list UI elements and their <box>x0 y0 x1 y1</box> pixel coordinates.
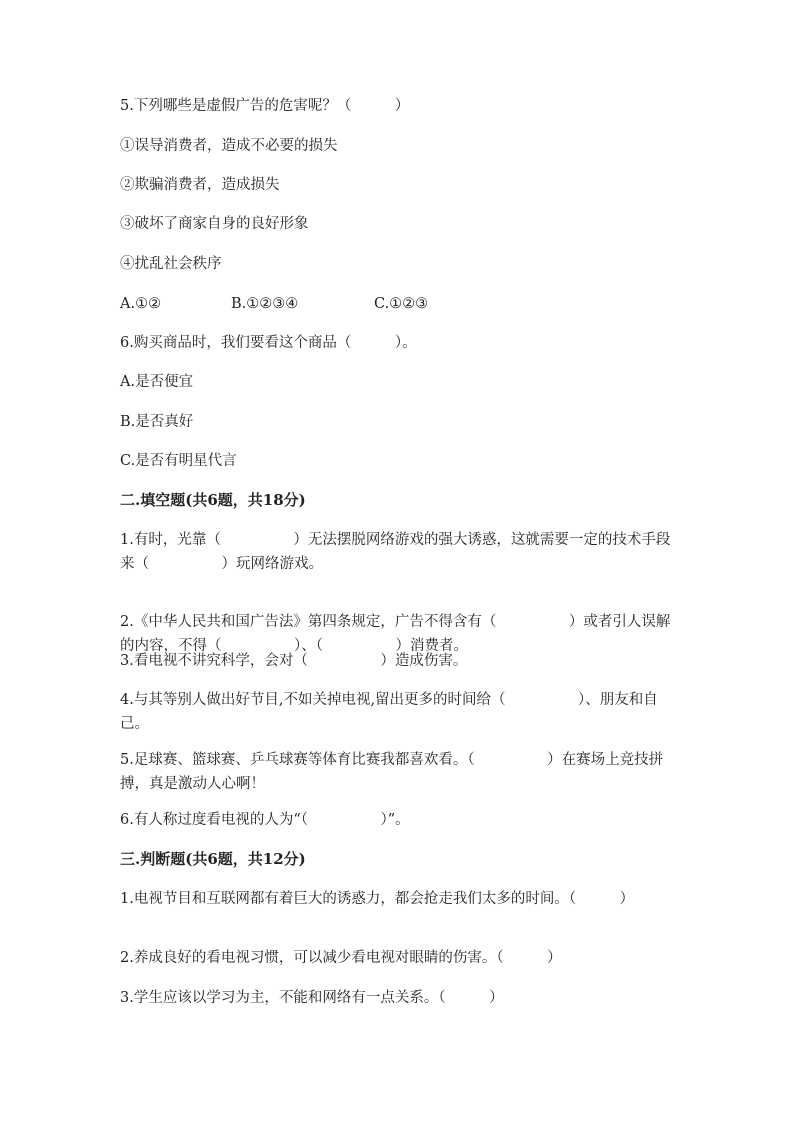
question-6-stem: 6.购买商品时，我们要看这个商品（ ）。 <box>120 335 417 351</box>
question-5-item-1: ①误导消费者，造成不必要的损失 <box>120 138 338 154</box>
question-5-option-a: A.①② <box>120 296 162 312</box>
fill-blank-question-5: 5.足球赛、篮球赛、乒乓球赛等体育比赛我都喜欢看。（ ）在赛场上竞技拼搏，真是激动人心啊！ <box>120 752 664 792</box>
true-false-question-1: 1.电视节目和互联网都有着巨大的诱惑力，都会抢走我们太多的时间。（ ） <box>120 891 635 907</box>
question-6-option-b: B.是否真好 <box>120 414 194 430</box>
section-2-heading: 二.填空题(共6题，共18分) <box>120 491 306 509</box>
question-5-item-3: ③破坏了商家自身的良好形象 <box>120 216 309 232</box>
fill-blank-question-1: 1.有时，光靠（ ）无法摆脱网络游戏的强大诱惑，这就需要一定的技术手段来（ ）玩网络游戏。 <box>120 532 671 572</box>
question-6-option-c: C.是否有明星代言 <box>120 453 237 469</box>
fill-blank-question-6: 6.有人称过度看电视的人为“（ ）”。 <box>120 812 410 828</box>
question-5-option-b: B.①②③④ <box>231 296 299 312</box>
question-6-option-a: A.是否便宜 <box>120 374 194 390</box>
question-5-stem: 5.下列哪些是虚假广告的危害呢？（ ） <box>120 98 410 114</box>
fill-blank-question-3: 3.看电视不讲究科学，会对（ ）造成伤害。 <box>120 653 468 669</box>
section-3-heading: 三.判断题(共6题，共12分) <box>120 850 306 868</box>
question-5-item-2: ②欺骗消费者，造成损失 <box>120 177 280 193</box>
true-false-question-2: 2.养成良好的看电视习惯，可以减少看电视对眼睛的伤害。（ ） <box>120 950 562 966</box>
true-false-question-3: 3.学生应该以学习为主，不能和网络有一点关系。（ ） <box>120 990 504 1006</box>
question-5-option-c: C.①②③ <box>374 296 429 312</box>
fill-blank-question-4: 4.与其等别人做出好节目,不如关掉电视,留出更多的时间给（ ）、朋友和自己。 <box>120 692 658 732</box>
fill-blank-question-2: 2.《中华人民共和国广告法》第四条规定，广告不得含有（ ）或者引人误解的内容，不得（ ）、（ ）消费者。 <box>120 614 671 654</box>
question-5-item-4: ④扰乱社会秩序 <box>120 256 222 272</box>
